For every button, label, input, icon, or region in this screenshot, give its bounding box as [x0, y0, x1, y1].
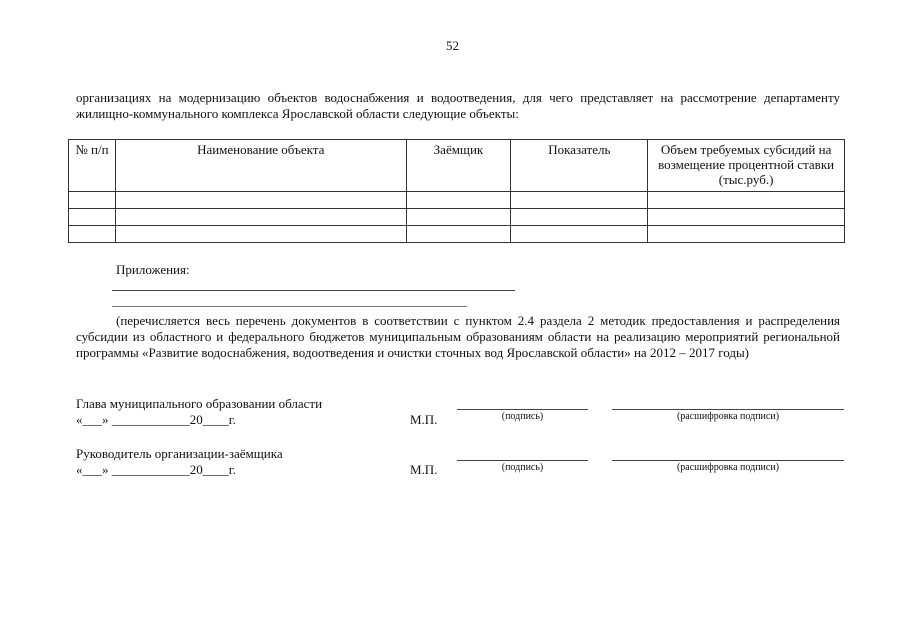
- intro-paragraph: организациях на модернизацию объектов водоснабжения и водоотведения, для чего представляет на рассмотрение департаменту жилищно-коммунального комплекса Ярославской области следующие объекты:: [76, 90, 840, 121]
- table-cell[interactable]: [406, 209, 511, 226]
- borrower-signature-line[interactable]: [457, 460, 588, 461]
- table-cell[interactable]: [69, 209, 116, 226]
- table-header-row: [69, 140, 845, 192]
- table-cell[interactable]: [648, 192, 845, 209]
- table-cell[interactable]: [511, 192, 648, 209]
- table-cell[interactable]: [69, 192, 116, 209]
- table-row: [69, 192, 845, 209]
- borrower-stamp-label: М.П.: [410, 462, 438, 477]
- head-signature-line[interactable]: [457, 409, 588, 410]
- appendix-note: (перечисляется весь перечень документов в соответствии с пунктом 2.4 раздела 2 методик предоставления и распределения субсидии из областного и федерального бюджетов муниципальным образованиям области на реализацию мероприятий региональной программы «Развитие водоснабжения, водоотведения и очистки сточных вод Ярославской области» на 2012 – 2017 годы): [76, 313, 840, 360]
- header-number: № п/п: [69, 140, 116, 192]
- table-cell[interactable]: [511, 209, 648, 226]
- appendix-label: Приложения:: [116, 262, 190, 277]
- head-signature-caption: (подпись): [501, 411, 544, 422]
- table-cell[interactable]: [511, 226, 648, 243]
- borrower-decoding-line[interactable]: [612, 460, 844, 461]
- head-decoding-line[interactable]: [612, 409, 844, 410]
- appendix-line-2[interactable]: [112, 306, 467, 307]
- page-number: 52: [446, 38, 459, 53]
- table-cell[interactable]: [406, 192, 511, 209]
- table-cell[interactable]: [406, 226, 511, 243]
- table-cell[interactable]: [115, 209, 406, 226]
- head-stamp-label: М.П.: [410, 412, 438, 427]
- header-indicator: Показатель: [511, 140, 648, 192]
- table-row: [69, 226, 845, 243]
- header-object-name: Наименование объекта: [115, 140, 406, 192]
- head-of-municipality-title: Глава муниципального образовании области: [76, 396, 323, 411]
- borrower-decoding-caption: (расшифровка подписи): [676, 462, 780, 473]
- header-borrower: Заёмщик: [406, 140, 511, 192]
- table-cell[interactable]: [115, 226, 406, 243]
- borrower-head-title: Руководитель организации-заёмщика: [76, 446, 283, 461]
- borrower-signature-caption: (подпись): [501, 462, 544, 473]
- header-subsidy-amount: Объем требуемых субсидий на возмещение процентной ставки (тыс.руб.): [648, 140, 845, 192]
- table-cell[interactable]: [69, 226, 116, 243]
- table-cell[interactable]: [115, 192, 406, 209]
- appendix-line-1[interactable]: [112, 290, 515, 291]
- table-cell[interactable]: [648, 226, 845, 243]
- head-decoding-caption: (расшифровка подписи): [676, 411, 780, 422]
- table-cell[interactable]: [648, 209, 845, 226]
- objects-table: [68, 139, 845, 243]
- borrower-date-line[interactable]: «___» ____________20____г.: [76, 462, 236, 477]
- table-row: [69, 209, 845, 226]
- head-date-line[interactable]: «___» ____________20____г.: [76, 412, 236, 427]
